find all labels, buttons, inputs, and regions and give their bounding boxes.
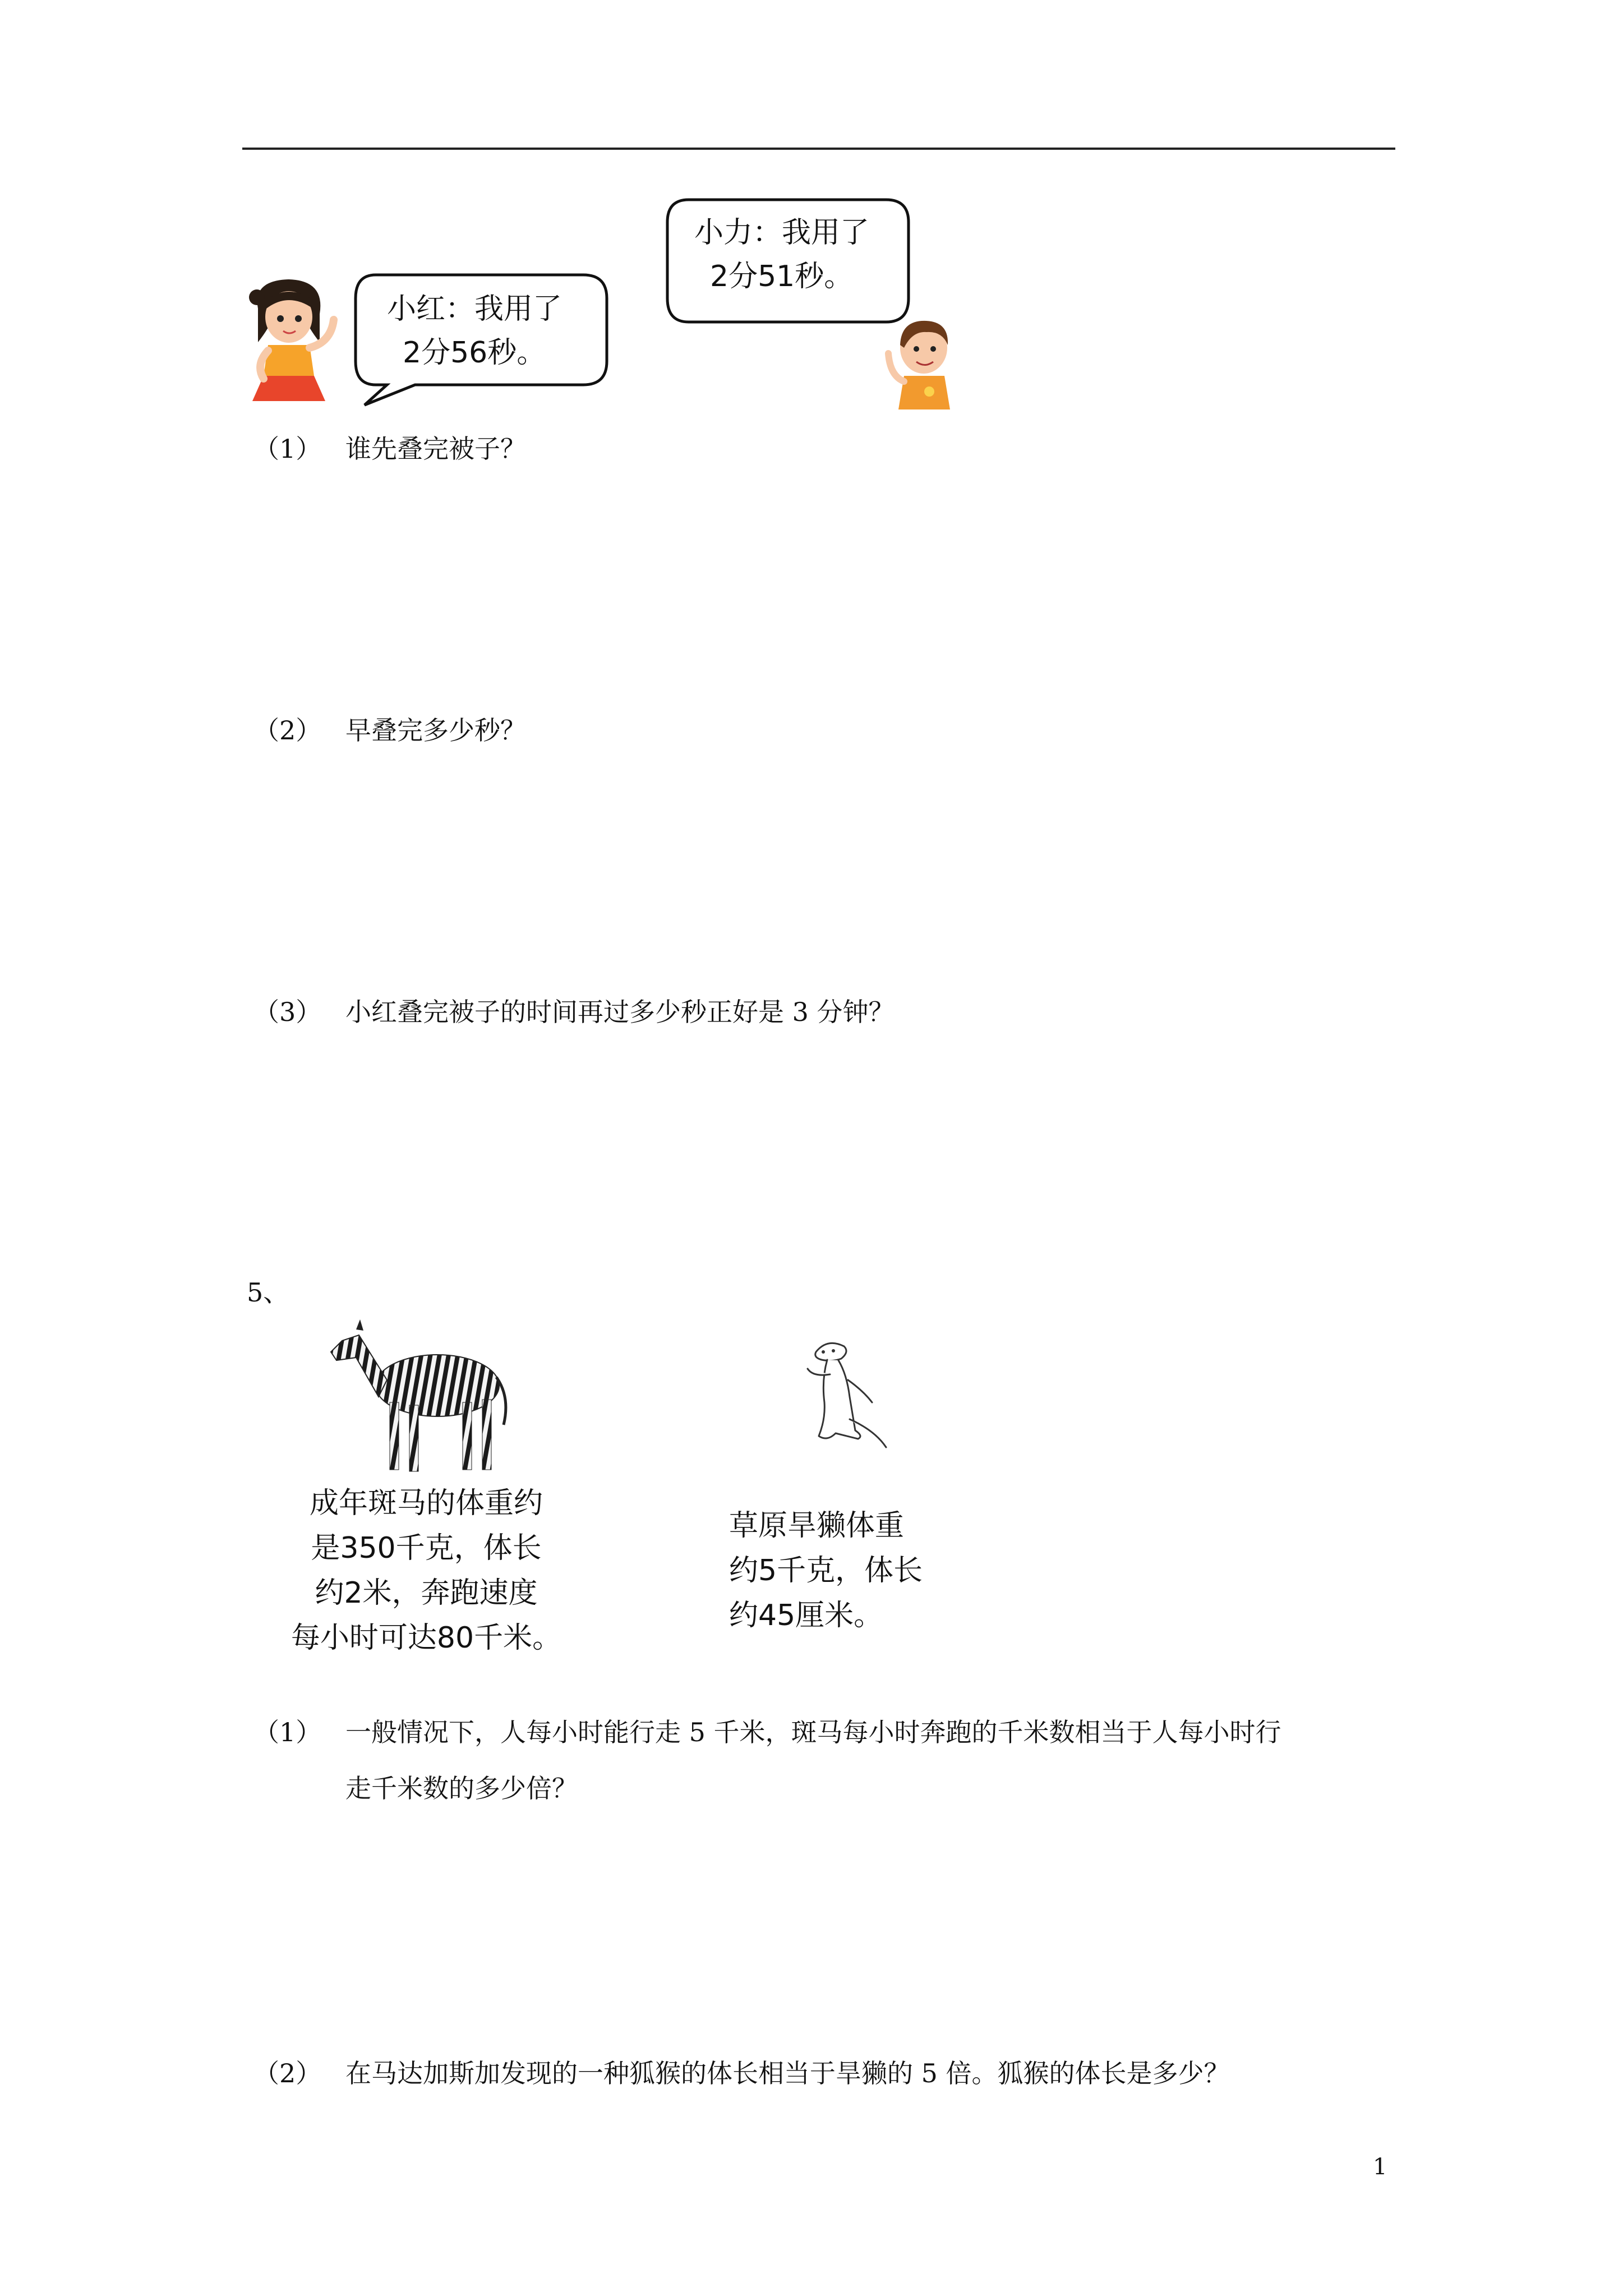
zebra-info-line: 成年斑马的体重约 — [309, 1487, 543, 1520]
zebra-illustration — [325, 1318, 516, 1475]
question-4-1-number: （1） — [253, 434, 322, 464]
section-5-label: 5、 — [247, 1277, 289, 1308]
xiaoli-line2: 2分51秒。 — [710, 260, 854, 293]
question-5-1-line2: 走千米数的多少倍？ — [345, 1773, 578, 1803]
xiaohong-bubble-text — [387, 287, 562, 375]
xiaohong-line1: 小红：我用了 — [387, 292, 562, 326]
question-4-3-number: （3） — [253, 997, 322, 1027]
question-4-2-text: 早叠完多少秒？ — [345, 715, 526, 746]
boy-illustration — [882, 314, 960, 409]
zebra-info — [280, 1481, 572, 1660]
girl-illustration — [241, 275, 348, 404]
zebra-info-line: 约2米，奔跑速度 — [315, 1576, 538, 1610]
xiaoli-bubble-text — [694, 211, 869, 298]
groundhog-info-line: 约5千克，体长 — [729, 1554, 923, 1588]
groundhog-illustration — [796, 1335, 892, 1453]
question-5-1-line1: 一般情况下，人每小时能行走 5 千米，斑马每小时奔跑的千米数相当于人每小时行 — [345, 1717, 1281, 1747]
zebra-info-line: 是350千克，体长 — [311, 1531, 542, 1565]
groundhog-info — [729, 1503, 923, 1638]
question-4-2-number: （2） — [253, 715, 322, 746]
question-4-1-text: 谁先叠完被子？ — [345, 434, 526, 464]
question-4-3-text: 小红叠完被子的时间再过多少秒正好是 3 分钟？ — [345, 997, 895, 1027]
zebra-info-line: 每小时可达80千米。 — [291, 1621, 562, 1655]
groundhog-info-line: 草原旱獭体重 — [729, 1509, 905, 1543]
question-5-2-text: 在马达加斯加发现的一种狐猴的体长相当于旱獭的 5 倍。狐猴的体长是多少？ — [345, 2058, 1230, 2088]
header-rule — [242, 148, 1395, 150]
page-number: 1 — [1373, 2154, 1387, 2180]
xiaoli-line1: 小力：我用了 — [694, 216, 870, 250]
question-5-2-number: （2） — [253, 2058, 322, 2088]
groundhog-info-line: 约45厘米。 — [729, 1599, 883, 1632]
xiaohong-line2: 2分56秒。 — [403, 336, 546, 370]
question-5-1-number: （1） — [253, 1717, 322, 1747]
